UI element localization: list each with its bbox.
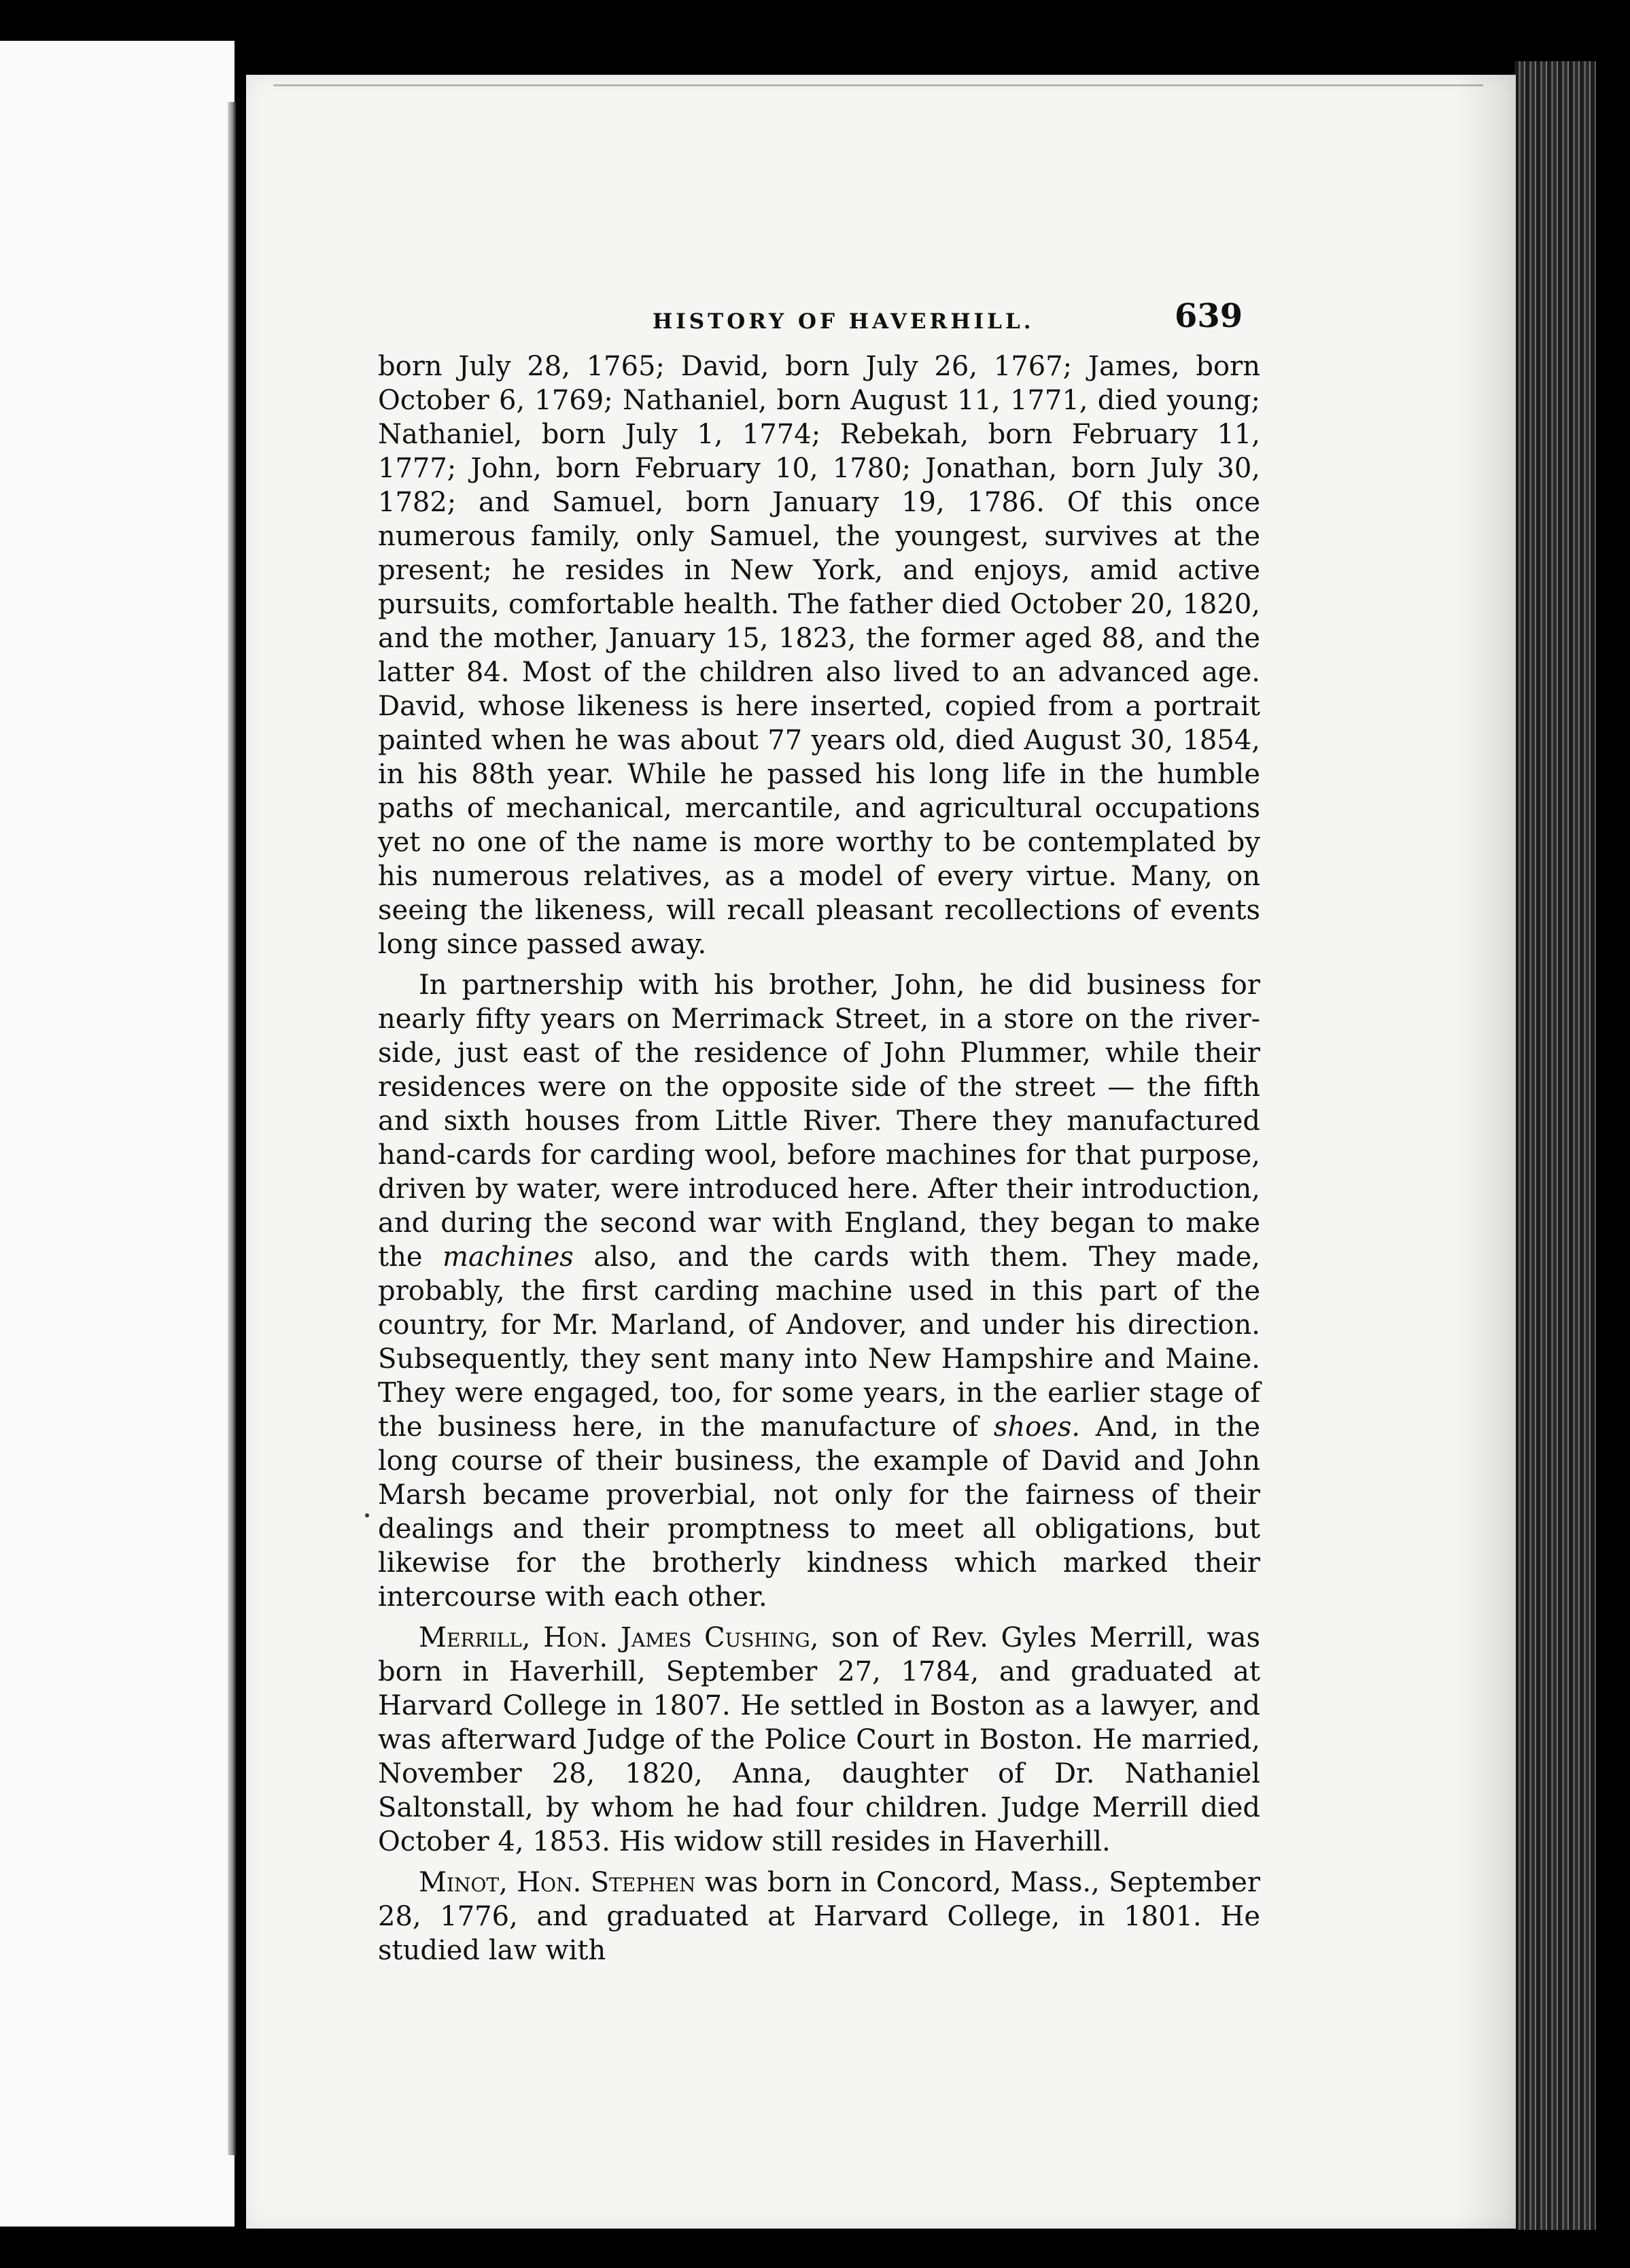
italic-term-shoes: shoes. bbox=[993, 1411, 1081, 1443]
paragraph-text: also, and the cards with them. They made, probably, the first carding machine used in this part of the country, for Mr. Marland, of Andover, and under his direction. Subsequently, they sent many into New Hampshire and Maine. They were engaged, too, for some years, in the earlier stage of the business here, in the manufacture of bbox=[378, 1241, 1260, 1443]
paragraph-text: And, in the long course of their business, the example of David and John Marsh became proverbial, not only for the fairness of their dealings and their promptness to meet all obligations, but likewise for the brotherly kindness which marked their intercourse with each other. bbox=[378, 1411, 1261, 1613]
entry-minot bbox=[378, 1866, 1260, 1968]
paragraph-marsh-family: born July 28, 1765; David, born July 26, 1767; James, born October 6, 1769; Nathaniel, born August 11, 1771, died young; Nathaniel, born July 1, 1774; Rebekah, born February 11, 1777; John, born February 10, 1780; Jonathan, born July 30, 1782; and Samuel, born January 19, 1786. Of this once numerous family, only Samuel, the youngest, survives at the present; he resides in New York, and enjoys, amid active pursuits, comfortable health. The father died October 20, 1820, and the mother, January 15, 1823, the former aged 88, and the latter 84. Most of the children also lived to an advanced age. David, whose likeness is here inserted, copied from a portrait painted when he was about 77 years old, died August 30, 1854, in his 88th year. While he passed his long life in the humble paths of mechanical, mercantile, and agricultural occupations yet no one of the name is more worthy to be contemplated by his numerous relatives, as a model of every virtue. Many, on seeing the likeness, will recall pleasant recollections of events long since passed away. bbox=[378, 351, 1260, 960]
entry-text-minot: was born in Concord, Mass., September 28, 1776, and graduated at Harvard College, in 1801. He studied law with bbox=[378, 1867, 1260, 1966]
facing-page-edge bbox=[0, 41, 235, 2227]
paragraph-text: In partnership with his brother, John, he did business for nearly fifty years on Merrimack Street, in a store on the river-side, just east of the residence of John Plummer, while their residences were on the opposite side of the street — the fifth and sixth houses from Little River. There they manufactured hand-cards for carding wool, before machines for that purpose, driven by water, were introduced here. After their introduction, and during the second war with England, they began to make the bbox=[378, 969, 1260, 1273]
facing-page-gutter bbox=[228, 102, 236, 2155]
italic-term-machines: machines bbox=[443, 1241, 574, 1273]
body-text bbox=[378, 349, 1260, 1968]
margin-speck bbox=[365, 1513, 369, 1517]
book-fore-edge bbox=[1514, 61, 1596, 2230]
paragraph-marsh-business bbox=[378, 968, 1260, 1614]
running-head: HISTORY OF HAVERHILL. bbox=[653, 309, 1035, 334]
entry-name-merrill: Merrill, Hon. James Cushing, bbox=[419, 1622, 819, 1653]
entry-text-merrill: son of Rev. Gyles Merrill, was born in Haverhill, September 27, 1784, and graduated at Harvard College in 1807. He settled in Boston as a lawyer, and was afterward Judge of the Police Court in Boston. He married, November 28, 1820, Anna, daughter of Dr. Nathaniel Saltonstall, by whom he had four children. Judge Merrill died October 4, 1853. His widow still resides in Haverhill. bbox=[378, 1622, 1260, 1857]
page-shading bbox=[1455, 75, 1516, 2229]
page-number: 639 bbox=[1175, 297, 1243, 335]
entry-merrill bbox=[378, 1621, 1260, 1859]
entry-name-minot: Minot, Hon. Stephen bbox=[419, 1867, 696, 1898]
page-top-edge bbox=[273, 84, 1483, 86]
